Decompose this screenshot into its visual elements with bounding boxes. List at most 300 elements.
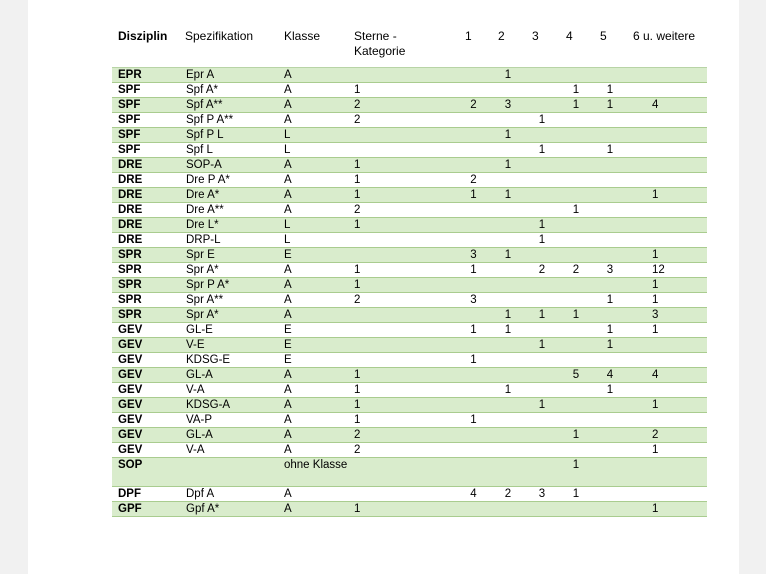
table-row [112, 368, 707, 383]
cell-disziplin: SPF [112, 143, 183, 158]
cell-col-1 [456, 83, 491, 98]
cell-col-1 [456, 443, 491, 458]
cell-disziplin: DRE [112, 188, 183, 203]
cell-col-6: 2 [627, 428, 707, 443]
cell-col-4 [559, 398, 593, 413]
cell-col-3 [525, 128, 559, 143]
cell-klasse: L [282, 233, 352, 248]
cell-col-6 [627, 413, 707, 428]
cell-disziplin: DRE [112, 218, 183, 233]
cell-klasse: A [282, 173, 352, 188]
cell-col-2 [491, 233, 525, 248]
cell-col-3: 1 [525, 308, 559, 323]
cell-col-2 [491, 443, 525, 458]
cell-sterne [352, 143, 456, 158]
cell-col-5: 3 [593, 263, 627, 278]
cell-col-2: 2 [491, 487, 525, 502]
cell-col-6: 1 [627, 443, 707, 458]
cell-sterne: 2 [352, 293, 456, 308]
cell-sterne: 2 [352, 428, 456, 443]
cell-col-6: 4 [627, 98, 707, 113]
cell-col-1 [456, 233, 491, 248]
cell-klasse: A [282, 502, 352, 517]
cell-klasse: L [282, 143, 352, 158]
cell-sterne [352, 233, 456, 248]
cell-col-3 [525, 173, 559, 188]
cell-klasse: A [282, 68, 352, 83]
cell-disziplin: GEV [112, 428, 183, 443]
table-row [112, 278, 707, 293]
table-row [112, 413, 707, 428]
cell-col-4 [559, 278, 593, 293]
cell-col-5 [593, 413, 627, 428]
cell-col-5 [593, 203, 627, 218]
cell-col-5: 1 [593, 293, 627, 308]
cell-spezifikation: Spr E [183, 248, 282, 263]
cell-col-3 [525, 203, 559, 218]
cell-spezifikation: KDSG-A [183, 398, 282, 413]
cell-sterne: 1 [352, 83, 456, 98]
cell-col-6 [627, 233, 707, 248]
cell-col-2 [491, 398, 525, 413]
cell-klasse: A [282, 368, 352, 383]
table-row [112, 143, 707, 158]
cell-col-6 [627, 68, 707, 83]
header-sterne: Sterne - [354, 29, 397, 43]
cell-sterne: 1 [352, 173, 456, 188]
cell-sterne: 1 [352, 188, 456, 203]
cell-col-2: 1 [491, 68, 525, 83]
header-klasse: Klasse [284, 29, 321, 43]
cell-col-2 [491, 263, 525, 278]
cell-spezifikation: V-A [183, 443, 282, 458]
cell-spezifikation: KDSG-E [183, 353, 282, 368]
cell-col-4 [559, 188, 593, 203]
cell-col-2 [491, 203, 525, 218]
cell-col-3 [525, 458, 559, 487]
cell-disziplin: SPR [112, 248, 183, 263]
cell-disziplin: DRE [112, 158, 183, 173]
cell-sterne [352, 338, 456, 353]
table-row [112, 203, 707, 218]
cell-col-2: 1 [491, 128, 525, 143]
cell-spezifikation: DRP-L [183, 233, 282, 248]
cell-klasse: A [282, 278, 352, 293]
cell-col-4 [559, 443, 593, 458]
cell-spezifikation: Spr A** [183, 293, 282, 308]
cell-col-3 [525, 278, 559, 293]
cell-klasse: A [282, 158, 352, 173]
table-body [112, 68, 707, 517]
cell-disziplin: GPF [112, 502, 183, 517]
table-row [112, 398, 707, 413]
header-spezifikation: Spezifikation [185, 29, 254, 43]
cell-klasse: L [282, 218, 352, 233]
cell-col-3 [525, 248, 559, 263]
cell-disziplin: SPR [112, 263, 183, 278]
cell-col-3: 1 [525, 113, 559, 128]
cell-spezifikation: V-E [183, 338, 282, 353]
cell-col-6 [627, 487, 707, 502]
cell-col-5 [593, 487, 627, 502]
table-row [112, 248, 707, 263]
cell-disziplin: GEV [112, 353, 183, 368]
cell-col-6 [627, 83, 707, 98]
table-row [112, 428, 707, 443]
cell-col-1: 1 [456, 323, 491, 338]
cell-col-4 [559, 248, 593, 263]
cell-disziplin: SPR [112, 293, 183, 308]
cell-col-5 [593, 233, 627, 248]
cell-col-6 [627, 113, 707, 128]
cell-col-6: 1 [627, 323, 707, 338]
cell-sterne: 1 [352, 278, 456, 293]
cell-col-2: 1 [491, 383, 525, 398]
cell-spezifikation: Spf A* [183, 83, 282, 98]
header-kategorie: Kategorie [354, 44, 406, 58]
cell-col-6: 1 [627, 398, 707, 413]
cell-sterne [352, 323, 456, 338]
cell-col-5: 4 [593, 368, 627, 383]
cell-col-4: 1 [559, 98, 593, 113]
cell-col-3: 1 [525, 143, 559, 158]
cell-col-6: 12 [627, 263, 707, 278]
cell-col-4 [559, 293, 593, 308]
cell-disziplin: GEV [112, 443, 183, 458]
cell-spezifikation: Dre P A* [183, 173, 282, 188]
cell-klasse: E [282, 353, 352, 368]
cell-klasse: A [282, 83, 352, 98]
cell-col-4 [559, 353, 593, 368]
cell-klasse: A [282, 383, 352, 398]
cell-col-1: 1 [456, 353, 491, 368]
cell-col-3 [525, 368, 559, 383]
cell-spezifikation: V-A [183, 383, 282, 398]
cell-col-3 [525, 413, 559, 428]
cell-col-4 [559, 113, 593, 128]
cell-col-1 [456, 383, 491, 398]
cell-col-6 [627, 458, 707, 487]
cell-col-4: 1 [559, 428, 593, 443]
cell-col-5: 1 [593, 323, 627, 338]
cell-klasse: A [282, 428, 352, 443]
cell-col-4: 1 [559, 83, 593, 98]
cell-col-1 [456, 278, 491, 293]
cell-col-3 [525, 98, 559, 113]
cell-col-3 [525, 293, 559, 308]
cell-col-1: 3 [456, 293, 491, 308]
cell-col-5 [593, 188, 627, 203]
cell-klasse: A [282, 98, 352, 113]
cell-col-2 [491, 502, 525, 517]
cell-col-4 [559, 413, 593, 428]
cell-col-5 [593, 68, 627, 83]
cell-sterne: 2 [352, 203, 456, 218]
cell-sterne: 1 [352, 158, 456, 173]
cell-klasse: A [282, 308, 352, 323]
header-col-1: 1 [465, 29, 472, 43]
cell-klasse: A [282, 398, 352, 413]
cell-klasse: L [282, 128, 352, 143]
cell-col-3: 1 [525, 338, 559, 353]
cell-col-5 [593, 353, 627, 368]
cell-sterne: 1 [352, 398, 456, 413]
cell-spezifikation: Dre L* [183, 218, 282, 233]
cell-spezifikation: Spf P L [183, 128, 282, 143]
cell-col-5: 1 [593, 143, 627, 158]
cell-spezifikation: SOP-A [183, 158, 282, 173]
cell-col-2 [491, 173, 525, 188]
cell-spezifikation: Dpf A [183, 487, 282, 502]
cell-col-5 [593, 218, 627, 233]
cell-col-5 [593, 173, 627, 188]
cell-col-3 [525, 502, 559, 517]
cell-disziplin: SPF [112, 83, 183, 98]
cell-klasse: E [282, 248, 352, 263]
cell-col-3: 1 [525, 398, 559, 413]
cell-klasse: A [282, 263, 352, 278]
cell-spezifikation: Dre A** [183, 203, 282, 218]
cell-col-2 [491, 113, 525, 128]
cell-col-2: 1 [491, 308, 525, 323]
header-col-2: 2 [498, 29, 505, 43]
cell-col-4 [559, 68, 593, 83]
cell-col-3: 2 [525, 263, 559, 278]
cell-col-1: 4 [456, 487, 491, 502]
cell-col-5 [593, 278, 627, 293]
cell-sterne: 1 [352, 502, 456, 517]
cell-sterne [352, 128, 456, 143]
cell-col-2 [491, 218, 525, 233]
table-row [112, 308, 707, 323]
cell-col-1 [456, 68, 491, 83]
cell-col-1: 1 [456, 263, 491, 278]
cell-col-5 [593, 158, 627, 173]
cell-col-1 [456, 203, 491, 218]
cell-sterne: 1 [352, 368, 456, 383]
cell-col-6 [627, 128, 707, 143]
cell-col-4: 1 [559, 487, 593, 502]
cell-col-3 [525, 353, 559, 368]
cell-col-1 [456, 158, 491, 173]
cell-klasse: A [282, 443, 352, 458]
cell-col-2 [491, 293, 525, 308]
cell-disziplin: GEV [112, 383, 183, 398]
cell-sterne [352, 68, 456, 83]
cell-col-5 [593, 113, 627, 128]
cell-col-4 [559, 338, 593, 353]
cell-spezifikation: Dre A* [183, 188, 282, 203]
cell-spezifikation: Spr P A* [183, 278, 282, 293]
cell-spezifikation: GL-A [183, 428, 282, 443]
cell-col-3: 1 [525, 233, 559, 248]
cell-disziplin: SPF [112, 98, 183, 113]
cell-col-1: 1 [456, 188, 491, 203]
cell-sterne [352, 308, 456, 323]
cell-col-2: 1 [491, 323, 525, 338]
cell-col-3 [525, 323, 559, 338]
cell-col-3 [525, 443, 559, 458]
cell-col-4 [559, 173, 593, 188]
cell-spezifikation: Spf P A** [183, 113, 282, 128]
cell-spezifikation: Spf L [183, 143, 282, 158]
cell-col-4 [559, 143, 593, 158]
cell-col-1 [456, 502, 491, 517]
cell-col-1: 3 [456, 248, 491, 263]
table-row [112, 113, 707, 128]
cell-col-5: 1 [593, 383, 627, 398]
cell-disziplin: SPF [112, 128, 183, 143]
cell-disziplin: GEV [112, 413, 183, 428]
cell-sterne: 1 [352, 413, 456, 428]
header-col-6: 6 u. weitere [633, 29, 696, 43]
cell-col-2: 3 [491, 98, 525, 113]
cell-col-2 [491, 353, 525, 368]
header-col-3: 3 [532, 29, 539, 43]
table-row [112, 173, 707, 188]
cell-col-6 [627, 353, 707, 368]
cell-col-1 [456, 368, 491, 383]
table-row [112, 233, 707, 248]
cell-col-4: 1 [559, 458, 593, 487]
cell-klasse: ohne Klasse [282, 458, 352, 487]
cell-col-3 [525, 188, 559, 203]
cell-sterne [352, 248, 456, 263]
cell-sterne [352, 487, 456, 502]
table-row [112, 338, 707, 353]
cell-col-5 [593, 308, 627, 323]
cell-sterne: 1 [352, 263, 456, 278]
cell-col-6: 4 [627, 368, 707, 383]
cell-disziplin: EPR [112, 68, 183, 83]
table-row [112, 218, 707, 233]
cell-col-3 [525, 383, 559, 398]
table-row [112, 293, 707, 308]
cell-spezifikation: GL-A [183, 368, 282, 383]
cell-col-6 [627, 338, 707, 353]
cell-disziplin: SPR [112, 278, 183, 293]
cell-col-2 [491, 338, 525, 353]
cell-col-2: 1 [491, 248, 525, 263]
cell-col-4 [559, 218, 593, 233]
cell-col-1 [456, 428, 491, 443]
cell-col-2 [491, 143, 525, 158]
cell-col-6 [627, 218, 707, 233]
cell-disziplin: DPF [112, 487, 183, 502]
cell-klasse: A [282, 293, 352, 308]
table-row [112, 458, 707, 487]
cell-col-5 [593, 443, 627, 458]
header-disziplin: Disziplin [118, 29, 168, 43]
cell-sterne [352, 458, 456, 487]
table-row [112, 323, 707, 338]
table-row [112, 128, 707, 143]
cell-col-1 [456, 113, 491, 128]
cell-col-5 [593, 248, 627, 263]
table-row [112, 188, 707, 203]
cell-col-5: 1 [593, 338, 627, 353]
cell-col-5 [593, 458, 627, 487]
cell-spezifikation: Spr A* [183, 263, 282, 278]
cell-col-6 [627, 383, 707, 398]
table-row [112, 263, 707, 278]
cell-col-1: 2 [456, 98, 491, 113]
header-col-4: 4 [566, 29, 573, 43]
cell-sterne [352, 353, 456, 368]
cell-disziplin: GEV [112, 368, 183, 383]
table-row [112, 502, 707, 517]
cell-col-5: 1 [593, 83, 627, 98]
cell-sterne: 2 [352, 113, 456, 128]
cell-col-1 [456, 143, 491, 158]
cell-col-5 [593, 128, 627, 143]
cell-col-1 [456, 308, 491, 323]
cell-disziplin: DRE [112, 233, 183, 248]
cell-klasse: A [282, 203, 352, 218]
cell-col-4 [559, 383, 593, 398]
cell-col-4 [559, 128, 593, 143]
cell-spezifikation: Spr A* [183, 308, 282, 323]
cell-col-2 [491, 413, 525, 428]
cell-col-3: 1 [525, 218, 559, 233]
cell-col-2: 1 [491, 188, 525, 203]
table-row [112, 83, 707, 98]
table-row [112, 443, 707, 458]
cell-col-4: 1 [559, 203, 593, 218]
table-row [112, 487, 707, 502]
cell-spezifikation: Gpf A* [183, 502, 282, 517]
cell-sterne: 2 [352, 443, 456, 458]
cell-col-3 [525, 68, 559, 83]
cell-col-4: 5 [559, 368, 593, 383]
cell-klasse: A [282, 113, 352, 128]
table-row [112, 158, 707, 173]
cell-disziplin: SOP [112, 458, 183, 487]
cell-col-2 [491, 458, 525, 487]
cell-disziplin: GEV [112, 338, 183, 353]
cell-col-2 [491, 368, 525, 383]
results-table [112, 68, 707, 517]
cell-col-1 [456, 338, 491, 353]
cell-klasse: A [282, 188, 352, 203]
cell-spezifikation: GL-E [183, 323, 282, 338]
cell-col-6 [627, 158, 707, 173]
cell-col-1 [456, 128, 491, 143]
cell-col-6: 1 [627, 278, 707, 293]
cell-col-4 [559, 502, 593, 517]
cell-spezifikation: Spf A** [183, 98, 282, 113]
cell-col-4: 1 [559, 308, 593, 323]
table-row [112, 68, 707, 83]
cell-col-1: 2 [456, 173, 491, 188]
cell-col-6: 1 [627, 293, 707, 308]
cell-sterne: 1 [352, 383, 456, 398]
cell-sterne: 1 [352, 218, 456, 233]
cell-disziplin: GEV [112, 398, 183, 413]
table-header [112, 29, 707, 63]
cell-col-1 [456, 458, 491, 487]
cell-klasse: E [282, 323, 352, 338]
cell-col-5 [593, 398, 627, 413]
cell-disziplin: SPR [112, 308, 183, 323]
table-row [112, 98, 707, 113]
cell-col-2 [491, 278, 525, 293]
cell-col-4 [559, 233, 593, 248]
table-row [112, 353, 707, 368]
cell-col-3: 3 [525, 487, 559, 502]
cell-spezifikation [183, 458, 282, 487]
cell-disziplin: DRE [112, 203, 183, 218]
